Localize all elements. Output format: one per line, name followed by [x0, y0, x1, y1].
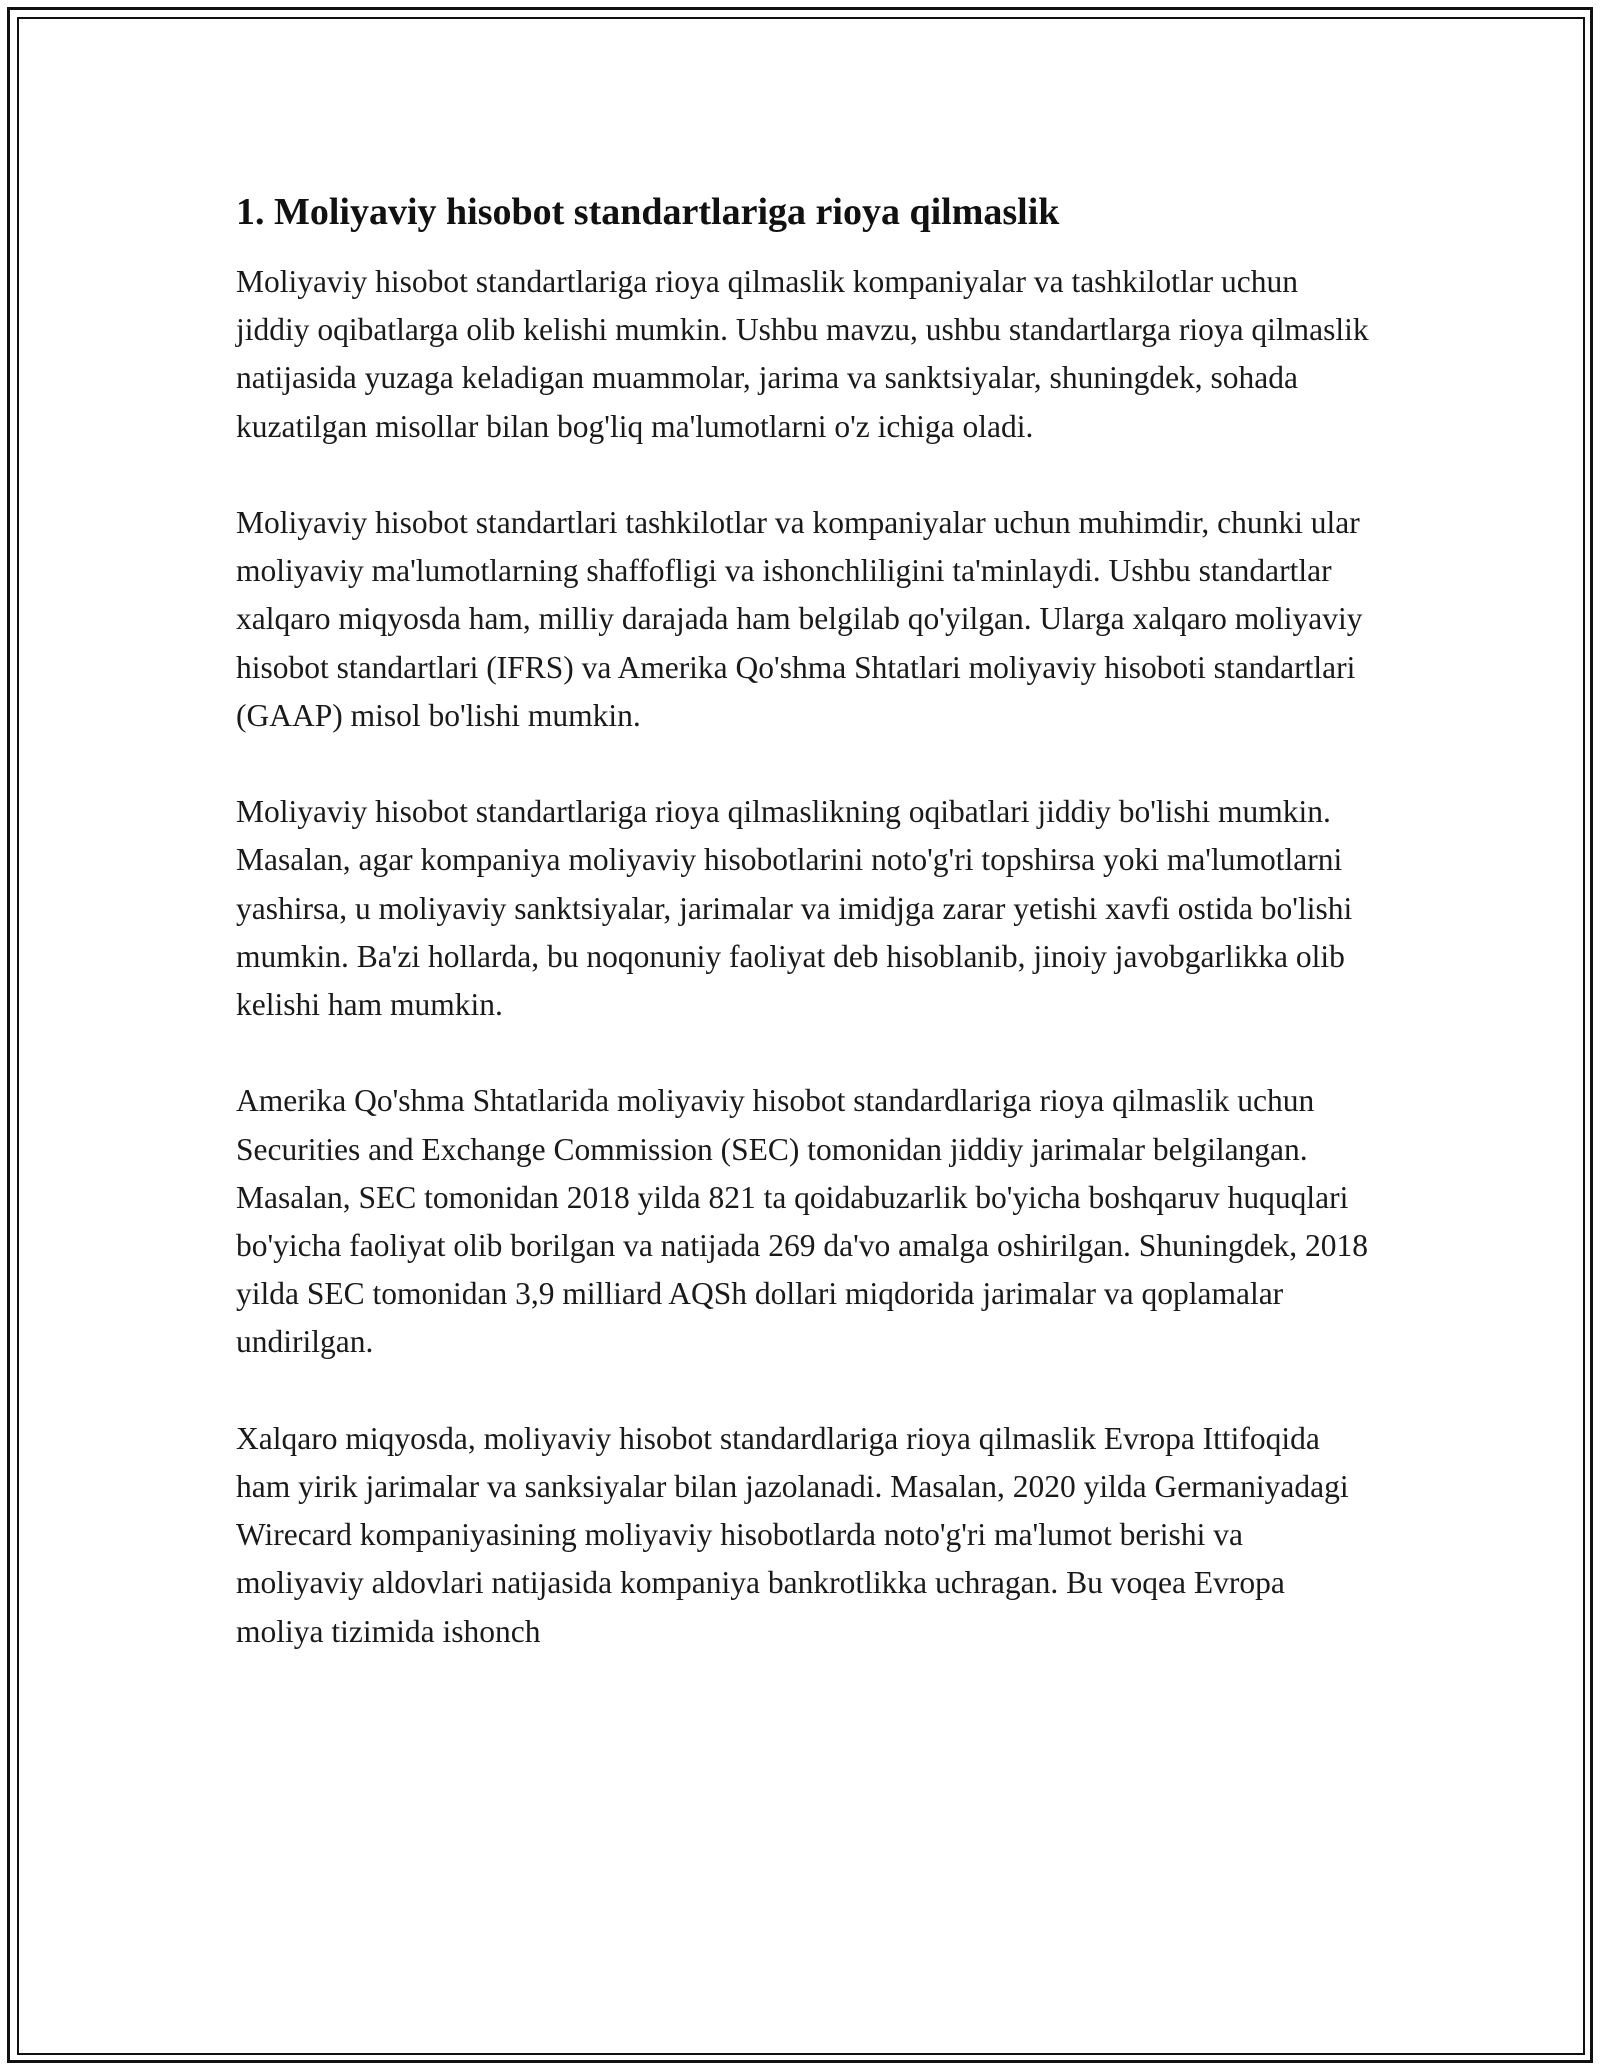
document-body: [236, 186, 1376, 1704]
paragraph-5: Xalqaro miqyosda, moliyaviy hisobot standardlariga rioya qilmaslik Evropa Ittifoqida ham yirik jarimalar va sanksiyalar bilan jazolanadi. Masalan, 2020 yilda Germaniyadagi Wirecard kompaniyasining moliyaviy hisobotlarda noto'g'ri ma'lumot berishi va moliyaviy aldovlari natijasida kompaniya bankrotlikka uchragan. Bu voqea Evropa moliya tizimida ishonch: [236, 1420, 1349, 1649]
paragraph-2: Moliyaviy hisobot standartlari tashkilotlar va kompaniyalar uchun muhimdir, chunki ular moliyaviy ma'lumotlarning shaffofligi va ishonchliligini ta'minlaydi. Ushbu standartlar xalqaro miqyosda ham, milliy darajada ham belgilab qo'yilgan. Ularga xalqaro moliyaviy hisobot standartlari (IFRS) va Amerika Qo'shma Shtatlari moliyaviy hisoboti standartlari (GAAP) misol bo'lishi mumkin.: [236, 505, 1363, 733]
section-heading: 1. Moliyaviy hisobot standartlariga rioya qilmaslik: [236, 191, 1060, 233]
paragraph-4: Amerika Qo'shma Shtatlarida moliyaviy hisobot standardlariga rioya qilmaslik uchun Securities and Exchange Commission (SEC) tomonidan jiddiy jarimalar belgilangan. Masalan, SEC tomonidan 2018 yilda 821 ta qoidabuzarlik bo'yicha boshqaruv huquqlari bo'yicha faoliyat olib borilgan va natijada 269 da'vo amalga oshirilgan. Shuningdek, 2018 yilda SEC tomonidan 3,9 milliard AQSh dollari miqdorida jarimalar va qoplamalar undirilgan.: [236, 1083, 1368, 1360]
paragraph-3: Moliyaviy hisobot standartlariga rioya qilmaslikning oqibatlari jiddiy bo'lishi mumkin. Masalan, agar kompaniya moliyaviy hisobotlarini noto'g'ri topshirsa yoki ma'lumotlarni yashirsa, u moliyaviy sanktsiyalar, jarimalar va imidjga zarar yetishi xavfi ostida bo'lishi mumkin. Ba'zi hollarda, bu noqonuniy faoliyat deb hisoblanib, jinoiy javobgarlikka olib kelishi ham mumkin.: [236, 794, 1353, 1023]
paragraph-1: Moliyaviy hisobot standartlariga rioya qilmaslik kompaniyalar va tashkilotlar uchun jiddiy oqibatlarga olib kelishi mumkin. Ushbu mavzu, ushbu standartlarga rioya qilmaslik natijasida yuzaga keladigan muammolar, jarima va sanktsiyalar, shuningdek, sohada kuzatilgan misollar bilan bog'liq ma'lumotlarni o'z ichiga oladi.: [236, 264, 1369, 444]
